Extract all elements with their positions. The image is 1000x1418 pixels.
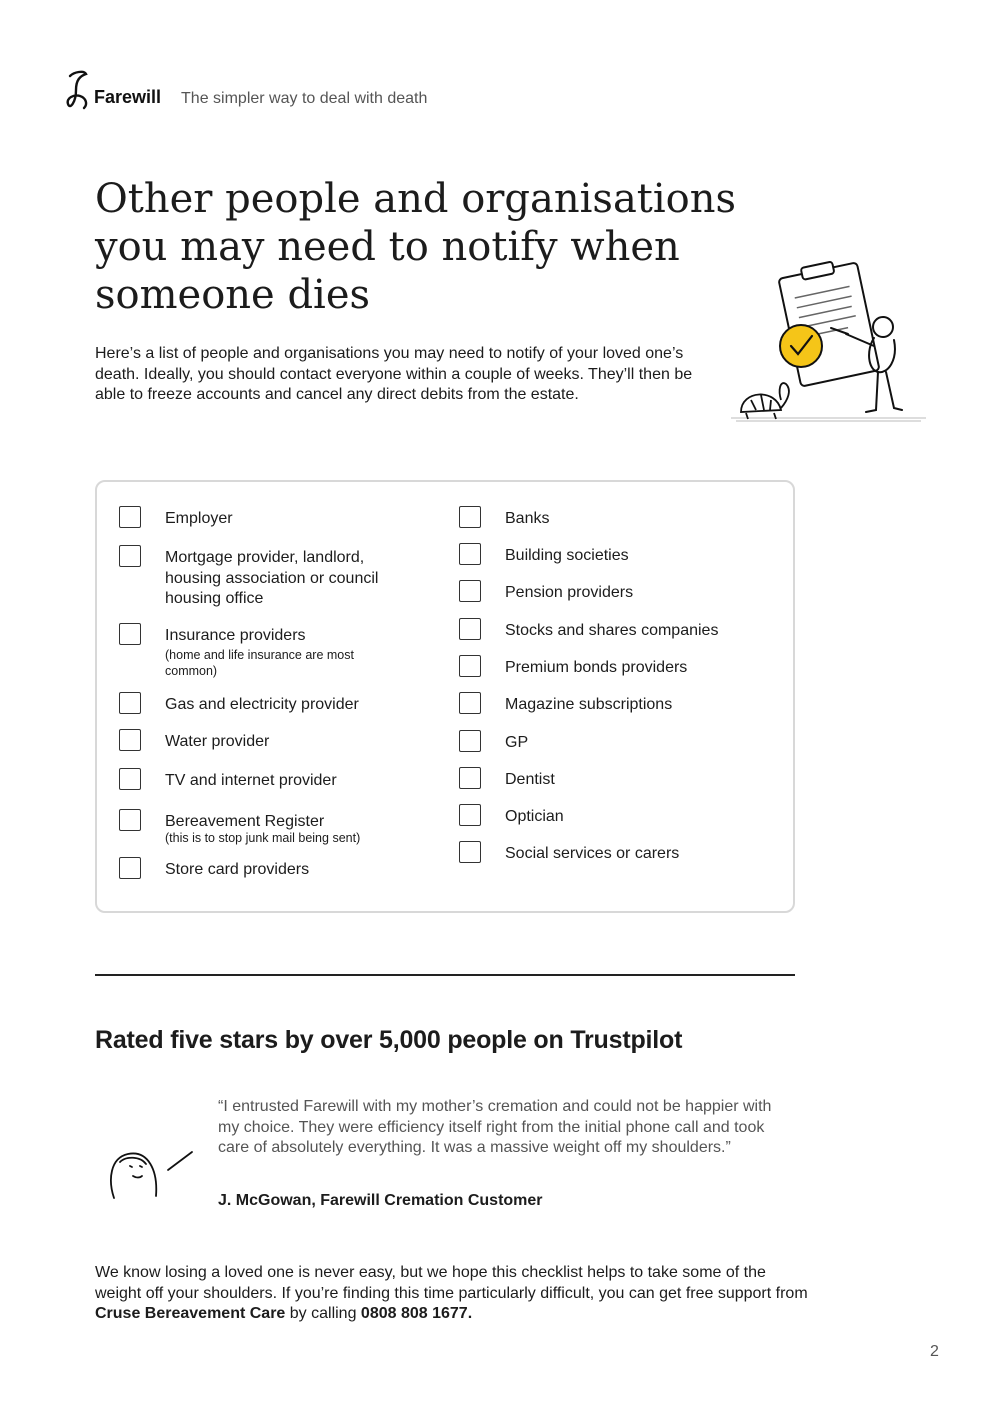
footer-text-part1: We know losing a loved one is never easy, but we hope this checklist helps to take some of the weight off your shoulders. If you’re finding this time particularly difficult, you can get free support from [95, 1264, 808, 1302]
checkbox[interactable] [459, 580, 481, 602]
checkbox[interactable] [119, 623, 141, 645]
checklist-label: Magazine subscriptions [505, 696, 673, 713]
checklist-label: Employer [165, 510, 233, 527]
checklist-box [95, 480, 795, 913]
checkbox[interactable] [119, 692, 141, 714]
checkbox[interactable] [119, 506, 141, 528]
support-organisation: Cruse Bereavement Care [95, 1305, 286, 1322]
page-title: Other people and organisations you may need to notify when someone dies [95, 176, 737, 318]
brand-header [64, 68, 427, 112]
checklist-label: Premium bonds providers [505, 659, 688, 676]
checklist-label: Social services or carers [505, 845, 680, 862]
checklist-label: Building societies [505, 547, 629, 564]
footer-text-part2: by calling [285, 1305, 361, 1322]
checklist-sublabel: (home and life insurance are most common) [165, 648, 354, 678]
checklist-label: Gas and electricity provider [165, 696, 359, 713]
quote-author: J. McGowan, Farewill Cremation Customer [218, 1192, 543, 1209]
checkbox[interactable] [459, 543, 481, 565]
checklist-label: Insurance providers [165, 627, 306, 644]
farewill-logo-icon [64, 68, 92, 112]
checkbox[interactable] [459, 506, 481, 528]
checklist-label: Dentist [505, 771, 555, 788]
checkbox[interactable] [459, 618, 481, 640]
checklist-label: Bereavement Register [165, 813, 325, 830]
checklist-sublabel: (this is to stop junk mail being sent) [165, 831, 361, 845]
checkbox[interactable] [119, 809, 141, 831]
intro-paragraph: Here’s a list of people and organisations you may need to notify of your loved one’s death. Ideally, you should contact everyone within a couple of weeks. They’ll then be able to freeze accounts and cancel any direct debits from the estate. [95, 345, 693, 403]
checklist-label: Stocks and shares companies [505, 622, 719, 639]
checkbox[interactable] [459, 841, 481, 863]
checklist-label: Optician [505, 808, 564, 825]
checklist-label: TV and internet provider [165, 772, 337, 789]
checkbox[interactable] [119, 768, 141, 790]
customer-quote: “I entrusted Farewill with my mother’s cremation and could not be happier with my choice. They were efficiency itself right from the initial phone call and took care of absolutely everything. It was a massive weight off my shoulders.” [218, 1098, 772, 1156]
checkbox[interactable] [459, 730, 481, 752]
checklist-label: Mortgage provider, landlord, housing association or council housing office [165, 549, 379, 607]
trustpilot-heading: Rated five stars by over 5,000 people on Trustpilot [95, 1026, 683, 1054]
checkbox[interactable] [459, 692, 481, 714]
brand-tagline: The simpler way to deal with death [181, 90, 428, 107]
checkbox[interactable] [459, 767, 481, 789]
support-phone-number: 0808 808 1677. [360, 1305, 473, 1322]
clipboard-person-illustration [726, 260, 931, 430]
section-divider [95, 974, 795, 976]
checklist-label: GP [505, 734, 529, 751]
footer-support-text [95, 1263, 815, 1325]
page-number: 2 [930, 1343, 939, 1360]
checklist-label: Store card providers [165, 861, 310, 878]
checkbox[interactable] [459, 655, 481, 677]
checklist-label: Pension providers [505, 584, 634, 601]
checklist-label: Water provider [165, 733, 270, 750]
checkbox[interactable] [119, 545, 141, 567]
checklist-label: Banks [505, 510, 550, 527]
brand-name: Farewill [94, 87, 162, 107]
checkbox[interactable] [119, 857, 141, 879]
checkbox[interactable] [119, 729, 141, 751]
customer-face-illustration [100, 1140, 200, 1205]
checkbox[interactable] [459, 804, 481, 826]
